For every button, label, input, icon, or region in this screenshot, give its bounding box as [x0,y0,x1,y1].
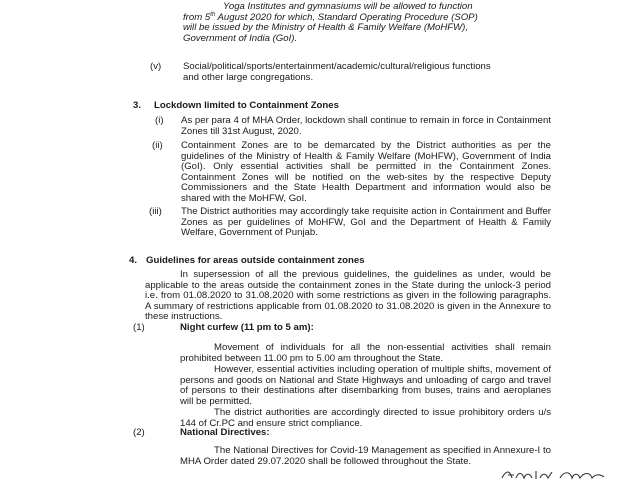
item-3iii-text: The District authorities may accordingly take requisite action in Containment and Buffer Zones as per guidelines of MoHFW, GoI and the Department of Health & Family Welfare, Government of Punjab. [181,206,551,239]
section-3-heading: Lockdown limited to Containment Zones [154,100,339,111]
item-3ii-text: Containment Zones are to be demarcated by the District authorities as per the guidelines of the Ministry of Health & Family Welfare (MoHFW), Government of India (GoI). Only essential activities shall be permitted in the Containment Zones. Containment Zones will be notified on the web-sites by the respective Deputy Commissioners and the State Health Department and information would also be shared with the MoHFW, GoI. [181,140,551,204]
item-3ii-label: (ii) [152,140,163,151]
sub-2-para-1: The National Directives for Covid-19 Management as specified in Annexure-I to MHA Order dated 29.07.2020 shall be followed throughout the State. [180,445,551,467]
sub-1-para-2: However, essential activities including operation of multiple shifts, movement of persons and goods on National and State Highways and unloading of cargo and travel of persons to their destinations after disembarking from buses, trains and aeroplanes will be permitted. [180,364,551,407]
sub-1-label: (1) [133,322,145,333]
yoga-line-2: from 5th August 2020 for which, Standard Operating Procedure (SOP) [183,11,478,23]
item-3i-text: As per para 4 of MHA Order, lockdown shall continue to remain in force in Containment Zones till 31st August, 2020. [181,115,551,137]
item-3iii-label: (iii) [149,206,162,217]
yoga-paragraph [183,2,497,44]
sub-1-heading: Night curfew (11 pm to 5 am): [180,322,314,333]
yoga-line-3: will be issued by the Ministry of Health & Family Welfare (MoHFW), [183,22,469,34]
yoga-line-4: Government of India (GoI). [183,32,298,44]
sub-2-label: (2) [133,427,145,438]
item-v-text: Social/political/sports/entertainment/academic/cultural/religious functions and other large congregations. [183,61,491,83]
section-3-number: 3. [133,100,142,111]
yoga-line-1: Yoga Institutes and gymnasiums will be allowed to function [223,1,473,12]
sub-1-para-3: The district authorities are accordingly directed to issue prohibitory orders u/s 144 of Cr.PC and ensure strict compliance. [180,407,551,429]
sub-1-para-1: Movement of individuals for all the non-essential activities shall remain prohibited between 11.00 pm to 5.00 am throughout the State. [180,342,551,364]
sub-2-heading: National Directives: [180,427,270,438]
section-4-intro: In supersession of all the previous guidelines, the guidelines as under, would be applicable to the areas outside the containment zones in the State during the unlock-3 period i.e. from 01.08.2020 to 31.08.2020 with some restrictions as given in the following paragraphs. A summary of restrictions applicable from 01.08.2020 to 31.08.2020 is given in the Annexure to these instructions. [145,269,551,323]
item-3i-label: (i) [155,115,164,126]
item-v-label: (v) [150,61,162,72]
section-4-heading: Guidelines for areas outside containment zones [146,255,365,266]
section-4-number: 4. [129,255,138,266]
